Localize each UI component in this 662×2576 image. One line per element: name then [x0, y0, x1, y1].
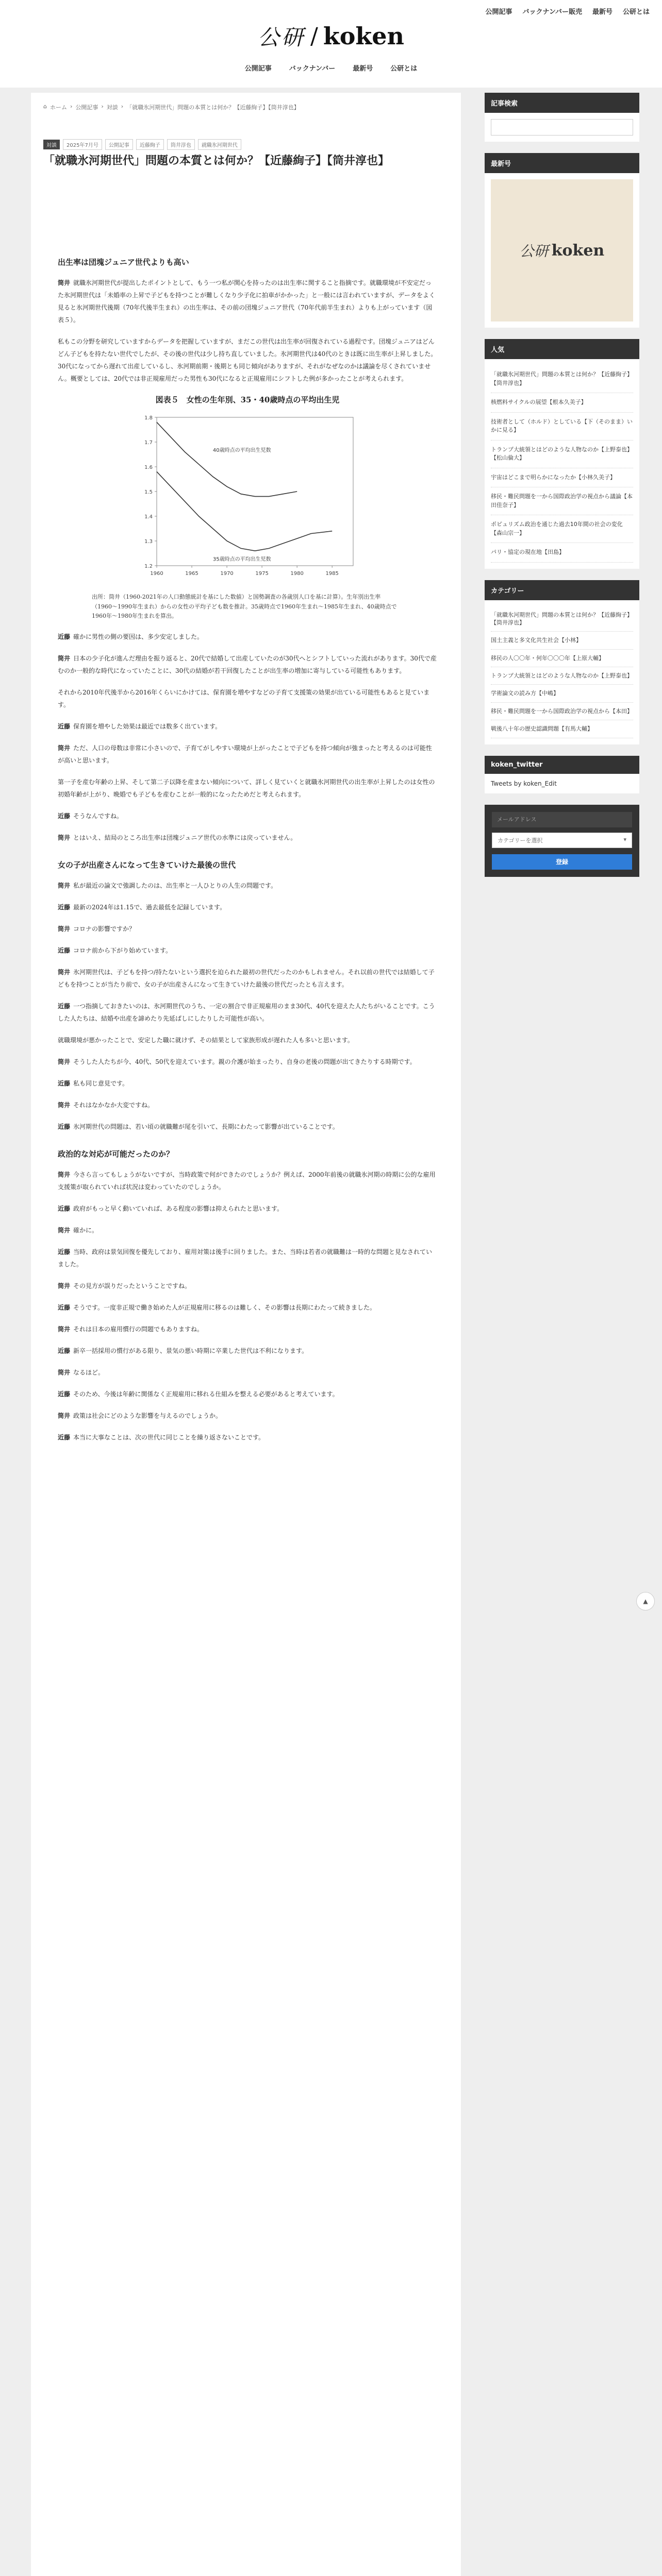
paragraph — [58, 776, 437, 801]
paragraph — [58, 1224, 437, 1236]
paragraph-text: 最新の2024年は1.15で、過去最低を記録しています。 — [73, 904, 226, 911]
paragraph — [58, 966, 437, 991]
speaker-name: 近藤 — [58, 904, 71, 911]
section-heading: 政治的な対応が可能だったのか？ — [58, 1149, 174, 1159]
category-item[interactable]: 移民・難民問題を一から国際政治学の視点から【本田】 — [491, 703, 633, 720]
speaker-name: 筒井 — [58, 882, 71, 890]
speaker-name: 近藤 — [58, 633, 71, 641]
paragraph-text: その見方が誤りだったということですね。 — [73, 1282, 191, 1290]
speaker-name: 筒井 — [58, 1101, 71, 1109]
paragraph-text: 政府がもっと早く動いていれば、ある程度の影響は抑えられたと思います。 — [73, 1205, 284, 1213]
popular-item[interactable]: 宇宙はどこまで明らかになったか【小林久美子】 — [491, 468, 633, 488]
breadcrumb — [43, 103, 300, 111]
series-label: 40歳時点の平均出生児数 — [212, 448, 271, 454]
paragraph — [58, 1034, 437, 1046]
paragraph-text: とはいえ、結局のところ出生率は団塊ジュニア世代の水準には戻っていません。 — [73, 834, 297, 842]
popular-item[interactable]: トランプ大統領とはどのような人物なのか【上野泰也】【松山倫大】 — [491, 440, 633, 468]
series-label: 35歳時点の平均出生児数 — [212, 556, 271, 563]
twitter-timeline-link[interactable]: Tweets by koken_Edit — [491, 779, 557, 787]
speaker-name: 近藤 — [58, 1391, 71, 1398]
speaker-name: 近藤 — [58, 723, 71, 731]
paragraph — [58, 923, 437, 935]
paragraph — [58, 1410, 437, 1422]
speaker-name: 近藤 — [58, 1248, 71, 1256]
paragraph — [58, 1077, 437, 1090]
email-field[interactable]: メールアドレス — [492, 812, 632, 827]
logo-kanji: 公研 — [258, 25, 306, 50]
category-item[interactable]: トランプ大統領とはどのような人物なのか【上野泰也】 — [491, 667, 633, 685]
paragraph-text: 政策は社会にどのような影響を与えるのでしょうか。 — [73, 1412, 222, 1420]
paragraph — [58, 720, 437, 733]
paragraph-text: それはなかなか大変ですね。 — [73, 1101, 154, 1109]
speaker-name: 筒井 — [58, 279, 71, 286]
home-icon: ⌂ — [43, 103, 47, 110]
paragraph — [58, 1168, 437, 1193]
breadcrumb-separator: › — [70, 103, 73, 110]
paragraph — [58, 944, 437, 957]
speaker-name: 近藤 — [58, 1434, 71, 1442]
breadcrumb-separator: › — [121, 103, 124, 110]
section-heading: 女の子が出産さんになって生きていけた最後の世代 — [58, 860, 236, 870]
speaker-name: 筒井 — [58, 969, 71, 976]
section-heading: 出生率は団塊ジュニア世代よりも高い — [58, 258, 189, 267]
paragraph-text: そうです。一度非正規で働き始めた人が正規雇用に移るのは難しく、その影響は長期にわたって続きました。 — [73, 1304, 376, 1312]
paragraph — [58, 1388, 437, 1400]
paragraph-text: コロナ前から下がり始めています。 — [73, 947, 172, 955]
chevron-up-icon: ▲ — [643, 1598, 648, 1605]
cover-logo-kanji: 公研 — [519, 243, 549, 260]
paragraph-text: 新卒一括採用の慣行がある限り、景気の悪い時期に卒業した世代は不利になります。 — [73, 1347, 308, 1355]
paragraph — [58, 1000, 437, 1025]
y-tick-label: 1.8 — [144, 415, 153, 421]
speaker-name: 近藤 — [58, 1304, 71, 1312]
search-widget — [485, 93, 639, 142]
global-nav — [0, 63, 662, 73]
paragraph — [58, 1056, 437, 1068]
paragraph-text: 今さら言ってもしょうがないですが、当時政策で何ができたのでしょうか？例えば、2000年前後の就職氷河期の時期に公的な雇用支援策が取られていれば状況は変わっていたのでしょうか。 — [58, 1171, 436, 1191]
speaker-name: 筒井 — [58, 1326, 71, 1333]
section-3-paragraphs — [58, 1168, 437, 1444]
subscribe-widget — [485, 805, 639, 877]
paragraph-text: 就職氷河期世代が提出したポイントとして、もう一つ私が関心を持ったのは出生率に関すること指摘です。就職環境が不安定だった氷河期世代は「未婚率の上昇で子どもを持つことが難しくなり少子化に拍車がかかった」と一般には言われていますが、データをよく見ると氷河期世代後期（70年代後半生まれ）の出生率は、その前の団塊ジュニア世代（70年代前半生まれ）よりも上がっています（図表５）。 — [58, 279, 436, 324]
x-tick-label: 1960 — [150, 571, 163, 577]
popular-widget — [485, 339, 639, 569]
speaker-name: 筒井 — [58, 1171, 71, 1179]
x-tick-label: 1975 — [255, 571, 269, 577]
paragraph-text: 一つ指摘しておきたいのは、氷河期世代のうち、一定の割合で非正規雇用のまま30代、40代を迎えた人たちがいることです。こうした人たちは、結婚や出産を諦めたり先延ばしにしたりした可能性が高い。 — [58, 1003, 435, 1023]
gnav-item-latest[interactable]: 最新号 — [353, 65, 373, 73]
paragraph-text: 私もこの分野を研究していますからデータを把握していますが、まだこの世代は出生率が回復されている過程です。団塊ジュニアはどんどん子どもを持たない世代でしたが、その後の世代は少し持ち直していました。氷河期世代は40代のときは既に出生率が上昇しました。30代になってから遅れて出産しているし、氷河期前期・後期とも同じ傾向がありますが、それがなぜなのかは議論を尽くされていません。概要としては、20代では非正規雇用だった男性も30代になると正規雇用にシフトした例が多かったことが考えられます。 — [58, 338, 437, 382]
widget-title: koken_twitter — [485, 756, 639, 774]
paragraph — [58, 631, 437, 643]
gnav-item-backnumber[interactable]: バックナンバー — [289, 65, 336, 73]
paragraph-text: なるほど。 — [73, 1369, 105, 1377]
figure-chart — [134, 411, 361, 586]
tag-kondo[interactable]: 近藤絢子 — [136, 139, 164, 150]
paragraph-text: それから2010年代後半から2016年くらいにかけては、保育園を増やすなどの子育て支援策の効果が出ている可能性もあると見ています。 — [58, 689, 430, 709]
paragraph — [58, 1246, 437, 1270]
category-item[interactable]: 「就職氷河期世代」問題の本質とは何か？【近藤絢子】【筒井淳也】 — [491, 606, 633, 632]
paragraph-text: そのため、今後は年齢に関係なく正規雇用に移れる仕組みを整える必要があると考えています。 — [73, 1391, 339, 1398]
breadcrumb-separator: › — [101, 103, 104, 110]
paragraph-text: 確かに男性の側の要因は、多少安定しました。 — [73, 633, 204, 641]
paragraph-text: そうした人たちが今、40代、50代を迎えています。親の介護が始まったり、自身の老後の問題が出てきたりする時期です。 — [73, 1058, 416, 1066]
y-tick-label: 1.6 — [144, 465, 153, 470]
gnav-item-about[interactable]: 公研とは — [390, 65, 418, 73]
article-meta — [43, 139, 241, 150]
category-badge[interactable]: 対談 — [43, 140, 60, 149]
popular-item[interactable]: パリ・協定の現在地【田島】 — [491, 543, 633, 563]
paragraph-text: 就職環境が悪かったことで、安定した職に就けず、その結果として家族形成が遅れた人も多いと思います。 — [58, 1037, 354, 1044]
article-title: 「就職氷河期世代」問題の本質とは何か？【近藤絢子】【筒井淳也】 — [43, 154, 390, 167]
paragraph — [58, 832, 437, 844]
paragraph-text: 当時、政府は景気回復を優先しており、雇用対策は後手に回りました。また、当時は若者の就職難は一時的な問題と見なされていました。 — [58, 1248, 433, 1268]
plot-frame — [157, 417, 353, 566]
popular-item[interactable]: 「就職氷河期世代」問題の本質とは何か？【近藤絢子】【筒井淳也】 — [491, 365, 633, 393]
chevron-down-icon: ▾ — [623, 836, 626, 843]
y-tick-label: 1.5 — [144, 489, 153, 495]
speaker-name: 筒井 — [58, 1369, 71, 1377]
cover-logo-english: koken — [551, 241, 605, 260]
paragraph — [58, 686, 437, 711]
tag-public[interactable]: 公開記事 — [105, 139, 133, 150]
topnav-item-about[interactable]: 公研とは — [622, 8, 650, 16]
paragraph — [58, 742, 437, 767]
speaker-name: 近藤 — [58, 1205, 71, 1213]
search-input[interactable] — [491, 119, 633, 135]
topnav-item-public[interactable]: 公開記事 — [485, 8, 512, 16]
category-widget — [485, 580, 639, 744]
issue-date: 2025年7月号 — [63, 139, 102, 150]
breadcrumb-current: 「就職氷河期世代」問題の本質とは何か？【近藤絢子】【筒井淳也】 — [126, 104, 300, 111]
topnav-item-backnumber[interactable]: バックナンバー販売 — [522, 8, 582, 16]
widget-title: カテゴリー — [485, 580, 639, 600]
paragraph-text: 本当に大事なことは、次の世代に同じことを繰り返さないことです。 — [73, 1434, 265, 1442]
paragraph-text: そうなんですね。 — [73, 812, 123, 820]
x-tick-label: 1985 — [325, 571, 339, 577]
section-2-paragraphs — [58, 879, 437, 1133]
category-item[interactable]: 移民の人〇〇年・何年〇〇〇年【上原大輔】 — [491, 650, 633, 667]
paragraph — [58, 1345, 437, 1357]
y-tick-label: 1.7 — [144, 440, 153, 446]
category-item[interactable]: 戦後八十年の歴史認識問題【有馬大輔】 — [491, 720, 633, 738]
paragraph — [58, 901, 437, 913]
breadcrumb-public[interactable]: 公開記事 — [75, 104, 98, 111]
paragraph-text: 確かに。 — [73, 1227, 98, 1234]
speaker-name: 筒井 — [58, 744, 71, 752]
section-1-paragraphs — [58, 277, 437, 385]
widget-title: 人気 — [485, 339, 639, 359]
paragraph — [58, 1366, 437, 1379]
paragraph — [58, 652, 437, 677]
speaker-name: 近藤 — [58, 1123, 71, 1131]
main-content — [31, 93, 461, 2576]
y-tick-label: 1.2 — [144, 564, 153, 569]
subscribe-button[interactable]: 登録 — [492, 854, 632, 870]
speaker-name: 筒井 — [58, 1412, 71, 1420]
paragraph — [58, 1202, 437, 1215]
x-tick-label: 1965 — [185, 571, 198, 577]
paragraph-text: 保育園を増やした効果は最近では数多く出ています。 — [73, 723, 222, 731]
popular-item[interactable]: 移民・難民問題を一から国際政治学の視点から議論【本田佳奈子】 — [491, 487, 633, 515]
category-select[interactable] — [492, 833, 632, 848]
paragraph-text: 日本の少子化が進んだ理由を振り返ると、20代で結婚して出産していたのが30代へとシフトしていった流れがあります。30代で産むのか一般的な時代になっていたことに、30代の結婚が若干回復したことが出生率の増加に寄与している可能性もあります。 — [58, 655, 437, 675]
speaker-name: 近藤 — [58, 947, 71, 955]
widget-title: 最新号 — [485, 153, 639, 173]
paragraph — [58, 1431, 437, 1444]
twitter-widget — [485, 756, 639, 793]
speaker-name: 筒井 — [58, 1282, 71, 1290]
category-list — [485, 600, 639, 744]
y-tick-label: 1.4 — [144, 514, 153, 520]
tag-tsutsui[interactable]: 筒井淳也 — [167, 139, 195, 150]
popular-list — [485, 359, 639, 569]
popular-item[interactable]: 技術者として（ホルド）としている【下（そのまま）いかに見る】 — [491, 413, 633, 440]
paragraph-text: 私が最近の論文で強調したのは、出生率と一人ひとりの人生の問題です。 — [73, 882, 277, 890]
paragraph — [58, 810, 437, 822]
latest-issue-widget — [485, 153, 639, 328]
category-select-value: カテゴリーを選択 — [498, 837, 543, 844]
series-line — [157, 472, 332, 551]
speaker-name: 筒井 — [58, 655, 71, 663]
topnav-item-latest[interactable]: 最新号 — [592, 8, 613, 16]
gnav-item-public[interactable]: 公開記事 — [244, 65, 272, 73]
logo-english: koken — [323, 22, 404, 50]
paragraph — [58, 1099, 437, 1111]
popular-item[interactable]: ポピュリズム政治を通じた過去10年間の社会の変化【森山宗一】 — [491, 515, 633, 543]
speaker-name: 筒井 — [58, 925, 71, 933]
x-tick-label: 1980 — [290, 571, 304, 577]
sidebar — [485, 93, 639, 888]
top-nav — [486, 6, 650, 16]
paragraph — [58, 335, 437, 385]
speaker-name: 近藤 — [58, 812, 71, 820]
popular-item[interactable]: 核燃料サイクルの展望【根本久美子】 — [491, 393, 633, 413]
logo-separator: / — [310, 23, 318, 49]
paragraph — [58, 277, 437, 326]
paragraph-text: 第一子を産む年齢の上昇、そして第二子以降を産まない傾向について、詳しく見ていくと就職氷河期世代の出生率が上昇したのは女性の初婚年齢が上がり、晩婚でも子どもを産むことが一般的になったためだと考えられます。 — [58, 778, 435, 799]
paragraph — [58, 879, 437, 892]
widget-title: 記事検索 — [485, 93, 639, 113]
category-item[interactable]: 国土主義と多文化共生社会【小林】 — [491, 632, 633, 649]
paragraph-text: コロナの影響ですか？ — [73, 925, 136, 933]
figure-title: 図表５ 女性の生年別、35・40歳時点の平均出生児 — [155, 395, 340, 404]
speaker-name: 筒井 — [58, 834, 71, 842]
section-1b-paragraphs — [58, 631, 437, 844]
article-body — [58, 257, 437, 1453]
speaker-name: 近藤 — [58, 1347, 71, 1355]
paragraph — [58, 1323, 437, 1335]
figure-source: 出所：筒井（1960-2021年の人口動態統計を基にした数値）と国勢調査の各歳別人口を基に計算）。生年別出生率（1960〜1990年生まれ）からの女性の平均子ども数を推計。35歳時点で1960年生まれ〜1985年生まれ、40歳時点で1960年〜1980年生まれを算出。 — [92, 594, 397, 620]
paragraph-text: 私も同じ意見です。 — [73, 1080, 129, 1088]
paragraph — [58, 1301, 437, 1314]
speaker-name: 筒井 — [58, 1058, 71, 1066]
paragraph-text: 氷河期世代の問題は、若い頃の就職難が尾を引いて、長期にわたって影響が出ていることです。 — [73, 1123, 339, 1131]
series-line — [157, 422, 297, 497]
paragraph-text: ただ、人口の母数は非常に小さいので、子育てがしやすい環境が上がったことで子どもを持つ傾向が強まったと考えるのは可能性が高いと思います。 — [58, 744, 432, 765]
y-tick-label: 1.3 — [144, 539, 153, 545]
breadcrumb-home[interactable]: ホーム — [49, 104, 67, 111]
x-tick-label: 1970 — [220, 571, 234, 577]
speaker-name: 筒井 — [58, 1227, 71, 1234]
paragraph-text: 氷河期世代は、子どもを持つ/持たないという選択を迫られた最初の世代だったのかもしれません。それ以前の世代では結婚して子どもを持つことが当たり前で、女の子が出産さんになって生きていけた最後の世代だったとも言えます。 — [58, 969, 435, 989]
site-header — [0, 0, 662, 88]
site-logo[interactable] — [247, 15, 415, 57]
paragraph — [58, 1121, 437, 1133]
line-chart — [134, 411, 361, 581]
latest-issue-cover[interactable] — [491, 179, 633, 321]
speaker-name: 近藤 — [58, 1080, 71, 1088]
speaker-name: 近藤 — [58, 1003, 71, 1010]
breadcrumb-taidan[interactable]: 対談 — [106, 104, 118, 111]
category-item[interactable]: 学術論文の読み方【中嶋】 — [491, 685, 633, 702]
tag-hyogaki[interactable]: 就職氷河期世代 — [198, 139, 241, 150]
page-top-button[interactable] — [636, 1592, 655, 1611]
paragraph — [58, 1280, 437, 1292]
paragraph-text: それは日本の雇用慣行の問題でもありますね。 — [73, 1326, 204, 1333]
